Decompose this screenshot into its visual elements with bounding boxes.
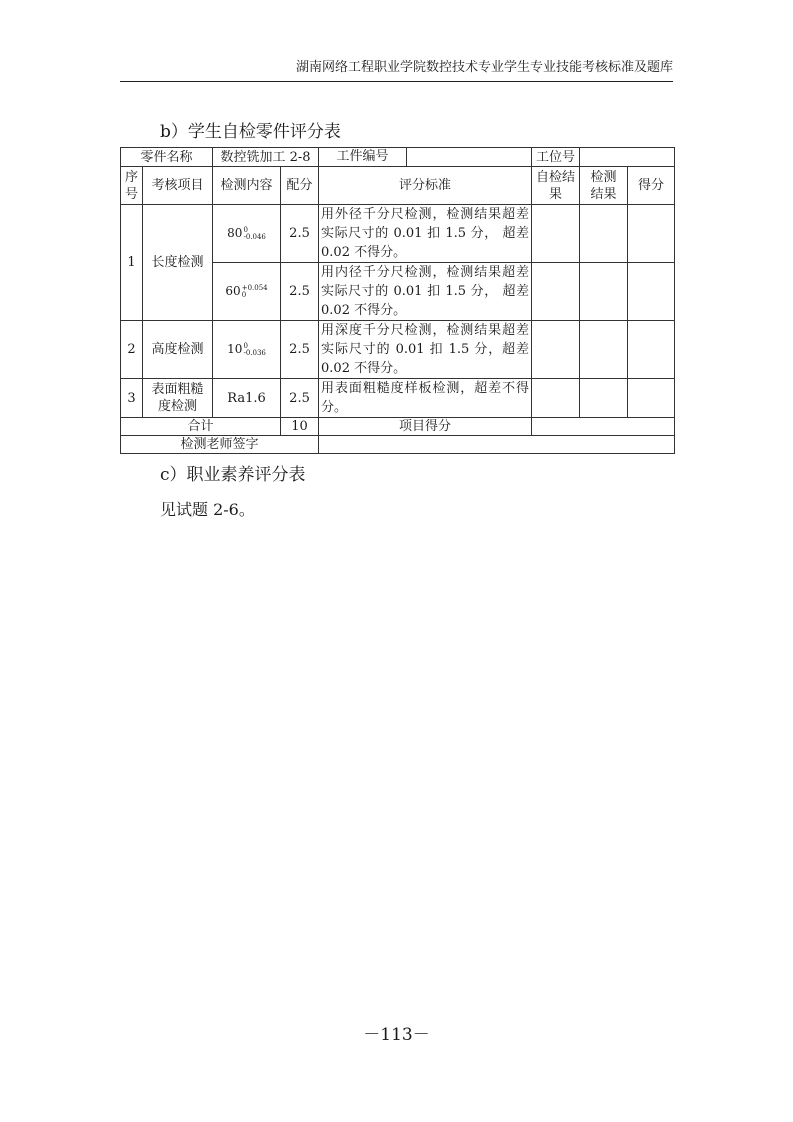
table-row	[121, 379, 675, 418]
row-self-check	[532, 263, 580, 321]
page-header: 湖南网络工程职业学院数控技术专业学生专业技能考核标准及题库	[295, 60, 673, 75]
row-score	[628, 379, 675, 418]
row-score	[628, 263, 675, 321]
criteria-line: 分。	[321, 400, 348, 415]
self-check-score-table	[120, 147, 675, 454]
tolerance-lower: 0	[241, 290, 247, 299]
dimension-base: 10	[227, 342, 243, 356]
row-score	[628, 321, 675, 379]
table-header-row	[121, 167, 675, 205]
reference-text: 见试题 2-6。	[160, 500, 255, 519]
page-number: －113－	[363, 1025, 430, 1045]
row-criteria	[319, 379, 532, 418]
row-criteria	[319, 321, 532, 379]
table-info-row	[121, 148, 675, 167]
tolerance-lower: -0.036	[243, 348, 266, 357]
row-points: 2.5	[281, 205, 319, 263]
row-seq: 3	[121, 379, 143, 418]
row-seq: 2	[121, 321, 143, 379]
total-label: 合计	[121, 418, 281, 436]
row-points: 2.5	[281, 263, 319, 321]
col-item-header: 考核项目	[143, 167, 213, 205]
signature-row	[121, 436, 675, 454]
criteria-line: 实际尺寸的 0.01 扣 1.5 分，超差	[321, 342, 530, 357]
row-self-check	[532, 321, 580, 379]
section-c-heading: c）职业素养评分表	[160, 465, 306, 485]
tolerance-upper: +0.054	[241, 283, 268, 292]
col-criteria-header: 评分标准	[319, 167, 532, 205]
row-score	[628, 205, 675, 263]
col-result-header: 检测 结果	[580, 167, 628, 205]
section-b-heading: b）学生自检零件评分表	[160, 122, 341, 142]
dimension-base: 60	[225, 284, 241, 298]
row-criteria	[319, 263, 532, 321]
col-content-header: 检测内容	[213, 167, 281, 205]
station-value	[580, 148, 675, 167]
row-content	[213, 205, 281, 263]
tolerance-lower: -0.046	[243, 232, 266, 241]
tolerance-upper: 0	[243, 225, 248, 234]
row-content	[213, 263, 281, 321]
tolerance-upper: 0	[243, 341, 248, 350]
col-score-header: 得分	[628, 167, 675, 205]
item-score-value	[532, 418, 675, 436]
criteria-line: 0.02 不得分。	[321, 303, 407, 318]
criteria-line: 0.02 不得分。	[321, 361, 407, 376]
col-seq-header: 序 号	[121, 167, 143, 205]
row-item: 高度检测	[143, 321, 213, 379]
tolerance-dimension	[227, 341, 266, 358]
part-name-label: 零件名称	[121, 148, 213, 167]
row-points: 2.5	[281, 379, 319, 418]
item-score-label: 项目得分	[319, 418, 532, 436]
tolerance-dimension	[227, 225, 266, 242]
row-seq: 1	[121, 205, 143, 321]
total-row	[121, 418, 675, 436]
station-label: 工位号	[532, 148, 580, 167]
header-rule	[120, 81, 673, 82]
table-row	[121, 321, 675, 379]
row-item: 长度检测	[143, 205, 213, 321]
row-result	[580, 263, 628, 321]
row-result	[580, 321, 628, 379]
col-self-header: 自检结 果	[532, 167, 580, 205]
signature-label: 检测老师签字	[121, 436, 319, 454]
workpiece-no-value	[407, 148, 531, 166]
row-criteria	[319, 205, 532, 263]
criteria-line: 实际尺寸的 0.01 扣 1.5 分， 超差	[321, 226, 530, 241]
signature-value	[319, 436, 675, 454]
col-points-header: 配分	[281, 167, 319, 205]
total-points: 10	[281, 418, 319, 436]
criteria-line: 0.02 不得分。	[321, 245, 407, 260]
row-item: 表面粗糙 度检测	[143, 379, 213, 418]
row-points: 2.5	[281, 321, 319, 379]
part-name-value: 数控铣加工 2-8	[213, 148, 319, 167]
workpiece-no-label: 工件编号	[319, 148, 407, 166]
row-content: Ra1.6	[213, 379, 281, 418]
row-result	[580, 205, 628, 263]
row-self-check	[532, 379, 580, 418]
dimension-base: 80	[227, 226, 243, 240]
table-row	[121, 205, 675, 263]
tolerance-dimension	[225, 283, 267, 300]
criteria-line: 用外径千分尺检测，检测结果超差	[321, 207, 530, 222]
row-result	[580, 379, 628, 418]
row-content	[213, 321, 281, 379]
row-self-check	[532, 205, 580, 263]
criteria-line: 用内径千分尺检测，检测结果超差	[321, 265, 530, 280]
criteria-line: 实际尺寸的 0.01 扣 1.5 分， 超差	[321, 284, 530, 299]
criteria-line: 用深度千分尺检测，检测结果超差	[321, 323, 530, 338]
criteria-line: 用表面粗糙度样板检测，超差不得	[321, 381, 530, 396]
